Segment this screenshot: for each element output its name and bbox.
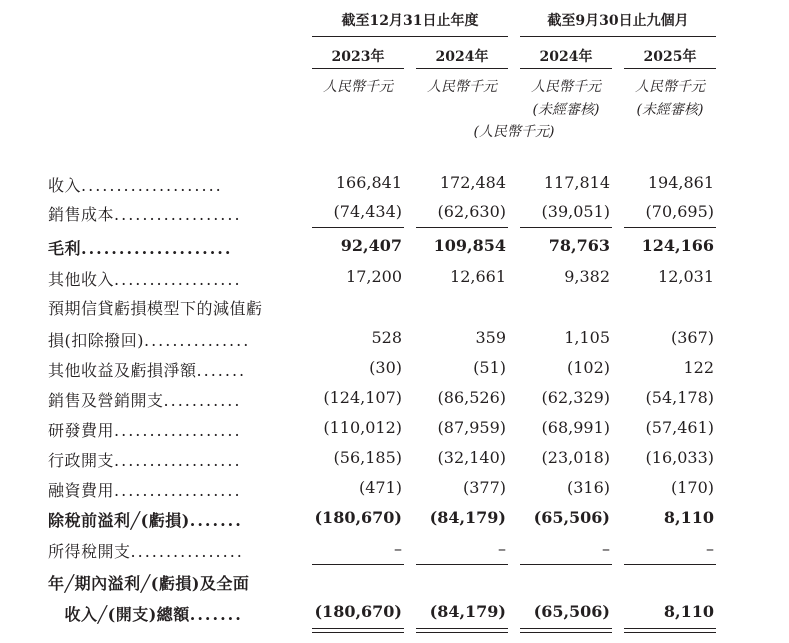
year-header-2024: 2024年 — [435, 49, 489, 65]
row-label — [48, 448, 242, 471]
unaudited-label: (未經審核) — [636, 102, 704, 118]
cell-value: 359 — [475, 328, 506, 347]
column-rule — [520, 632, 612, 633]
year-header-2023: 2023年 — [331, 49, 385, 65]
cell-value: 172,484 — [439, 173, 506, 192]
cell-value: (16,033) — [645, 448, 714, 467]
cell-value: 12,031 — [658, 267, 714, 286]
cell-value: (74,434) — [333, 202, 402, 221]
cell-value: (54,178) — [645, 388, 714, 407]
row-label — [48, 296, 263, 319]
column-rule — [624, 628, 716, 629]
row-label — [48, 478, 242, 501]
column-rule — [312, 628, 404, 629]
cell-value: (65,506) — [533, 508, 610, 527]
cell-value: (62,630) — [437, 202, 506, 221]
cell-value: (86,526) — [437, 388, 506, 407]
shared-unit-label: (人民幣千元) — [473, 124, 555, 140]
cell-value: (180,670) — [314, 508, 402, 527]
leader-dots: ....... — [196, 361, 247, 380]
row-label-text: 收入 — [48, 176, 82, 195]
row-label-text: 收入╱(開支)總額 — [48, 605, 190, 624]
cell-value: (51) — [473, 358, 506, 377]
row-label — [48, 388, 241, 411]
cell-value: (56,185) — [333, 448, 402, 467]
row-label-text: 所得稅開支 — [48, 542, 131, 561]
column-rule — [416, 628, 508, 629]
leader-dots: ................ — [130, 542, 244, 561]
unit-label: 人民幣千元 — [531, 79, 601, 95]
cell-value: 78,763 — [548, 236, 610, 255]
cell-value: 109,854 — [433, 236, 506, 255]
unit-label: 人民幣千元 — [635, 79, 705, 95]
unaudited-label: (未經審核) — [532, 102, 600, 118]
cell-value: (102) — [566, 358, 610, 377]
row-label-text: 年╱期內溢利╱(虧損)及全面 — [48, 574, 250, 593]
row-label-text: 銷售成本 — [48, 205, 115, 224]
cell-value: (57,461) — [645, 418, 714, 437]
row-label-text: 其他收益及虧損淨額 — [48, 361, 197, 380]
cell-value: (180,670) — [314, 602, 402, 621]
year-underline — [624, 68, 716, 69]
leader-dots: ....... — [189, 511, 243, 530]
cell-value: (68,991) — [541, 418, 610, 437]
cell-value: (32,140) — [437, 448, 506, 467]
row-label-text: 除稅前溢利╱(虧損) — [48, 511, 190, 530]
cell-value: (70,695) — [645, 202, 714, 221]
unit-label: 人民幣千元 — [427, 79, 497, 95]
cell-value: (62,329) — [541, 388, 610, 407]
cell-value: (65,506) — [533, 602, 610, 621]
cell-value: 528 — [371, 328, 402, 347]
cell-value: (39,051) — [541, 202, 610, 221]
cell-value: – — [706, 539, 714, 558]
row-label — [48, 173, 223, 196]
cell-value: (316) — [566, 478, 610, 497]
row-label-text: 毛利 — [48, 239, 82, 258]
cell-value: 124,166 — [641, 236, 714, 255]
column-rule — [624, 564, 716, 565]
cell-value: (84,179) — [429, 602, 506, 621]
row-label-text: 行政開支 — [48, 451, 115, 470]
cell-value: – — [394, 539, 402, 558]
row-label-text: 預期信貸虧損模型下的減值虧 — [48, 299, 263, 318]
row-label-text: 其他收入 — [48, 270, 115, 289]
column-rule — [312, 632, 404, 633]
column-rule — [416, 227, 508, 228]
column-rule — [312, 564, 404, 565]
leader-dots: .................. — [114, 421, 242, 440]
cell-value: 92,407 — [340, 236, 402, 255]
cell-value: (30) — [369, 358, 402, 377]
year-underline — [312, 68, 404, 69]
leader-dots: ........... — [163, 391, 242, 410]
year-header-2025-9m: 2025年 — [643, 49, 697, 65]
cell-value: 194,861 — [647, 173, 714, 192]
cell-value: (84,179) — [429, 508, 506, 527]
row-label — [48, 267, 242, 290]
cell-value: – — [602, 539, 610, 558]
cell-value: (124,107) — [323, 388, 402, 407]
row-label — [48, 328, 250, 351]
leader-dots: .................... — [81, 239, 233, 258]
cell-value: (367) — [670, 328, 714, 347]
column-group-nine-months: 截至9月30日止九個月 — [547, 13, 689, 29]
cell-value: (377) — [462, 478, 506, 497]
column-rule — [416, 564, 508, 565]
leader-dots: .................... — [81, 176, 223, 195]
row-label — [48, 602, 243, 625]
unit-label: 人民幣千元 — [323, 79, 393, 95]
row-label — [48, 508, 243, 531]
row-label-text: 銷售及營銷開支 — [48, 391, 164, 410]
row-label — [48, 418, 242, 441]
column-rule — [520, 628, 612, 629]
leader-dots: .................. — [114, 481, 242, 500]
row-label — [48, 358, 246, 381]
row-label-text: 融資費用 — [48, 481, 115, 500]
row-label — [48, 571, 249, 594]
cell-value: (87,959) — [437, 418, 506, 437]
leader-dots: .................. — [114, 451, 242, 470]
cell-value: 9,382 — [564, 267, 610, 286]
cell-value: (23,018) — [541, 448, 610, 467]
cell-value: 8,110 — [663, 602, 714, 621]
row-label-text: 研發費用 — [48, 421, 115, 440]
leader-dots: .................. — [114, 205, 242, 224]
cell-value: 8,110 — [663, 508, 714, 527]
cell-value: – — [498, 539, 506, 558]
column-rule — [624, 227, 716, 228]
year-header-2024-9m: 2024年 — [539, 49, 593, 65]
column-rule — [520, 564, 612, 565]
row-label — [48, 202, 242, 225]
cell-value: 166,841 — [335, 173, 402, 192]
column-group-year-ended: 截至12月31日止年度 — [341, 13, 479, 29]
year-underline — [416, 68, 508, 69]
cell-value: 122 — [683, 358, 714, 377]
column-rule — [624, 632, 716, 633]
group1-underline — [312, 36, 508, 37]
leader-dots: .................. — [114, 270, 242, 289]
cell-value: (110,012) — [323, 418, 402, 437]
cell-value: 17,200 — [346, 267, 402, 286]
cell-value: (471) — [358, 478, 402, 497]
row-label-text: 損(扣除撥回) — [48, 331, 144, 350]
column-rule — [520, 227, 612, 228]
row-label — [48, 236, 232, 259]
leader-dots: ............... — [144, 331, 251, 350]
column-rule — [416, 632, 508, 633]
leader-dots: ....... — [189, 605, 243, 624]
group2-underline — [520, 36, 716, 37]
cell-value: 117,814 — [543, 173, 610, 192]
column-rule — [312, 227, 404, 228]
row-label — [48, 539, 244, 562]
cell-value: (170) — [670, 478, 714, 497]
cell-value: 12,661 — [450, 267, 506, 286]
year-underline — [520, 68, 612, 69]
cell-value: 1,105 — [564, 328, 610, 347]
